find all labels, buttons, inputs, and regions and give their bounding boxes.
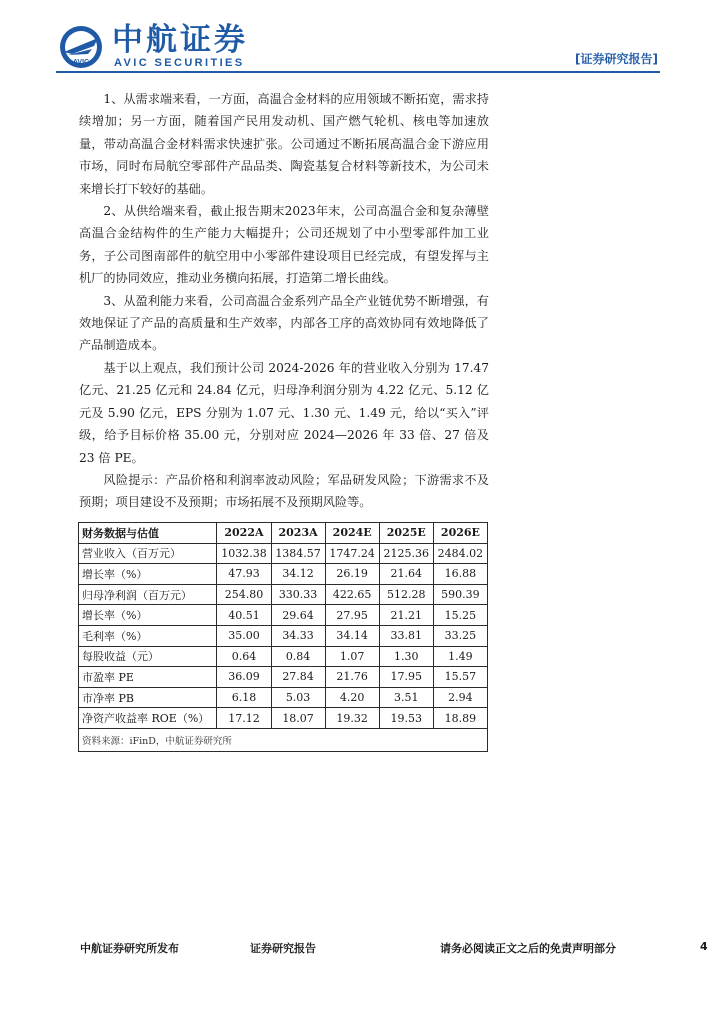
- table-row: [79, 708, 488, 729]
- footer-disclaimer: 请务必阅读正文之后的免责声明部分: [440, 942, 616, 955]
- value-cell: 34.33: [271, 625, 325, 646]
- value-cell: 18.89: [433, 708, 487, 729]
- value-cell: 15.57: [433, 667, 487, 688]
- table-header-cell: 2024E: [325, 523, 379, 544]
- paragraph-supply: 2、从供给端来看，截止报告期末2023年末，公司高温合金和复杂薄壁高温合金结构件的生产能力大幅提升；公司还规划了中小型零部件加工业务，子公司图南部件的航空用中小零部件建设项目已经完成，有望发挥与主机厂的协同效应，推动业务横向拓展，打造第二增长曲线。: [79, 204, 489, 286]
- value-cell: 1032.38: [217, 543, 271, 564]
- value-cell: 19.53: [379, 708, 433, 729]
- brand-name-en: AVIC SECURITIES: [114, 57, 245, 69]
- table-row: [79, 646, 488, 667]
- value-cell: 27.84: [271, 667, 325, 688]
- value-cell: 2.94: [433, 687, 487, 708]
- financial-table: [78, 522, 488, 752]
- value-cell: 2484.02: [433, 543, 487, 564]
- value-cell: 34.14: [325, 625, 379, 646]
- value-cell: 21.64: [379, 564, 433, 585]
- table-source-row: [79, 728, 488, 751]
- value-cell: 27.95: [325, 605, 379, 626]
- report-type-tag: [证券研究报告]: [575, 52, 658, 66]
- row-label-cell: 市盈率 PE: [79, 667, 217, 688]
- table-row: [79, 605, 488, 626]
- paragraph-demand: 1、从需求端来看，一方面，高温合金材料的应用领域不断拓宽，需求持续增加；另一方面，随着国产民用发动机、国产燃气轮机、核电等加速放量，带动高温合金材料需求快速扩张。公司通过不断拓展高温合金下游应用市场，同时布局航空零部件产品品类、陶瓷基复合材料等新技术，为公司未来增长打下较好的基础。: [79, 92, 489, 196]
- page-header: [0, 0, 724, 80]
- value-cell: 16.88: [433, 564, 487, 585]
- value-cell: 19.32: [325, 708, 379, 729]
- value-cell: 29.64: [271, 605, 325, 626]
- value-cell: 21.76: [325, 667, 379, 688]
- body-text: [79, 88, 489, 514]
- value-cell: 512.28: [379, 584, 433, 605]
- table-source-note: 资料来源：iFinD，中航证券研究所: [79, 728, 488, 751]
- value-cell: 15.25: [433, 605, 487, 626]
- value-cell: 40.51: [217, 605, 271, 626]
- paragraph-forecast: 基于以上观点，我们预计公司 2024-2026 年的营业收入分别为 17.47 亿元、21.25 亿元和 24.84 亿元，归母净利润分别为 4.22 亿元、5.12 亿元及 5.90 亿元，EPS 分别为 1.07 元、1.30 元、1.49 元，给以“买入”评级，给予目标价格 35.00 元，分别对应 2024—2026 年 33 倍、27 倍及 23 倍 PE。: [79, 360, 489, 465]
- value-cell: 4.20: [325, 687, 379, 708]
- value-cell: 35.00: [217, 625, 271, 646]
- table-header-cell: 2022A: [217, 523, 271, 544]
- value-cell: 422.65: [325, 584, 379, 605]
- table-header-cell: 2023A: [271, 523, 325, 544]
- table-row: [79, 687, 488, 708]
- header-divider: [56, 71, 660, 73]
- row-label-cell: 营业收入（百万元）: [79, 543, 217, 564]
- value-cell: 590.39: [433, 584, 487, 605]
- row-label-cell: 增长率（%）: [79, 605, 217, 626]
- value-cell: 21.21: [379, 605, 433, 626]
- value-cell: 0.64: [217, 646, 271, 667]
- value-cell: 330.33: [271, 584, 325, 605]
- value-cell: 6.18: [217, 687, 271, 708]
- row-label-cell: 净资产收益率 ROE（%）: [79, 708, 217, 729]
- value-cell: 18.07: [271, 708, 325, 729]
- value-cell: 33.81: [379, 625, 433, 646]
- value-cell: 1.49: [433, 646, 487, 667]
- table-row: [79, 667, 488, 688]
- footer-publisher: 中航证券研究所发布: [80, 942, 179, 955]
- page-number: 4: [700, 940, 708, 953]
- table-row: [79, 543, 488, 564]
- paragraph-profitability: 3、从盈利能力来看，公司高温合金系列产品全产业链优势不断增强，有效地保证了产品的高质量和生产效率，内部各工序的高效协同有效地降低了产品制造成本。: [79, 293, 489, 353]
- value-cell: 36.09: [217, 667, 271, 688]
- table-header-cell: 2025E: [379, 523, 433, 544]
- table-header-cell: 2026E: [433, 523, 487, 544]
- value-cell: 17.95: [379, 667, 433, 688]
- row-label-cell: 增长率（%）: [79, 564, 217, 585]
- paragraph-risk: 风险提示：产品价格和利润率波动风险；军品研发风险；下游需求不及预期；项目建设不及预期；市场拓展不及预期风险等。: [79, 472, 489, 510]
- value-cell: 5.03: [271, 687, 325, 708]
- table-row: [79, 625, 488, 646]
- row-label-cell: 毛利率（%）: [79, 625, 217, 646]
- table-row: [79, 564, 488, 585]
- table-header-row: [79, 523, 488, 544]
- value-cell: 1.30: [379, 646, 433, 667]
- page-footer: [0, 936, 724, 966]
- table-row: [79, 584, 488, 605]
- value-cell: 34.12: [271, 564, 325, 585]
- value-cell: 3.51: [379, 687, 433, 708]
- value-cell: 1.07: [325, 646, 379, 667]
- row-label-cell: 市净率 PB: [79, 687, 217, 708]
- table-header-cell: 财务数据与估值: [79, 523, 217, 544]
- value-cell: 1384.57: [271, 543, 325, 564]
- value-cell: 2125.36: [379, 543, 433, 564]
- value-cell: 1747.24: [325, 543, 379, 564]
- value-cell: 17.12: [217, 708, 271, 729]
- footer-report-type: 证券研究报告: [250, 942, 316, 955]
- value-cell: 254.80: [217, 584, 271, 605]
- row-label-cell: 每股收益（元）: [79, 646, 217, 667]
- avic-logo-icon: [58, 24, 104, 70]
- value-cell: 47.93: [217, 564, 271, 585]
- brand-name-cn: 中航证券: [112, 22, 248, 58]
- row-label-cell: 归母净利润（百万元）: [79, 584, 217, 605]
- value-cell: 0.84: [271, 646, 325, 667]
- value-cell: 26.19: [325, 564, 379, 585]
- svg-text:AVIC: AVIC: [72, 59, 90, 66]
- value-cell: 33.25: [433, 625, 487, 646]
